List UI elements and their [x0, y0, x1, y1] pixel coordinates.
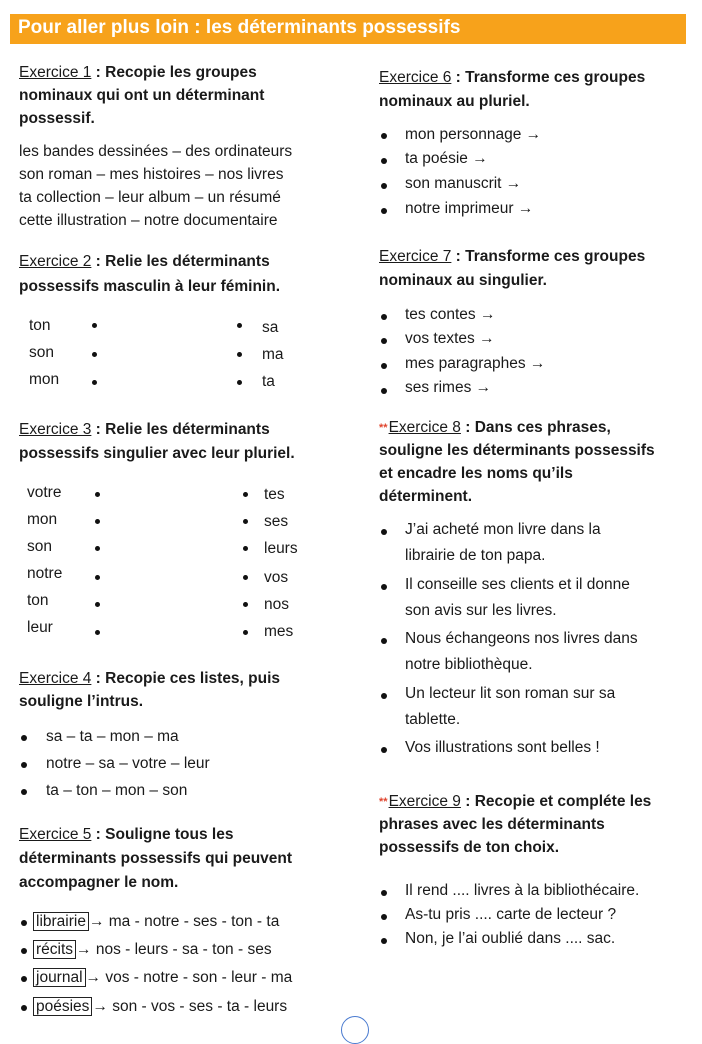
ex8-sentence-cont: librairie de ton papa.: [405, 547, 546, 564]
ex3-right-word: leurs: [264, 540, 298, 557]
ex5-options: → vos - notre - son - leur - ma: [85, 969, 293, 986]
bullet: [381, 314, 387, 320]
ex3-left-word: mon: [27, 511, 58, 528]
ex3-right-dot[interactable]: [243, 492, 248, 497]
bullet: [381, 208, 387, 214]
ex8-sentence: Il conseille ses clients et il donne: [405, 576, 630, 593]
ex8-instruction-line1: [379, 417, 611, 439]
ex5-options: → ma - notre - ses - ton - ta: [88, 913, 280, 930]
ex2-left-dot[interactable]: [92, 380, 97, 385]
ex5-noun-box: poésies: [33, 997, 92, 1016]
ex9-item: Il rend .... livres à la bibliothécaire.: [405, 882, 640, 899]
ex5-options: → nos - leurs - sa - ton - ses: [76, 941, 272, 958]
bullet: [21, 976, 27, 982]
bullet: [381, 938, 387, 944]
ex3-left-dot[interactable]: [95, 492, 100, 497]
ex6-item: son manuscrit →: [405, 175, 522, 192]
ex5-item: [33, 996, 287, 1018]
ex3-right-dot[interactable]: [243, 575, 248, 580]
ex8-instruction-line4: déterminent.: [379, 488, 473, 505]
ex2-right-word: ma: [262, 346, 284, 363]
ex2-left-dot[interactable]: [92, 323, 97, 328]
ex6-item: notre imprimeur →: [405, 200, 534, 217]
ex7-instruction-line2: nominaux au singulier.: [379, 272, 547, 289]
ex3-left-dot[interactable]: [95, 575, 100, 580]
bullet: [381, 529, 387, 535]
ex2-label: Exercice 2: [19, 253, 92, 270]
ex2-instruction-line1: [19, 251, 270, 273]
ex8-sentence: J’ai acheté mon livre dans la: [405, 521, 601, 538]
ex4-instruction-text: : Recopie ces listes, puis: [91, 670, 281, 687]
ex6-item: ta poésie →: [405, 150, 488, 167]
ex1-label: Exercice 1: [19, 64, 92, 81]
bullet: [21, 762, 27, 768]
banner-title: Pour aller plus loin : les déterminants possessifs: [18, 17, 461, 38]
ex5-item: [33, 967, 292, 989]
ex3-label: Exercice 3: [19, 421, 92, 438]
ex4-label: Exercice 4: [19, 670, 92, 687]
ex8-sentence: Nous échangeons nos livres dans: [405, 630, 638, 647]
ex4-item: sa – ta – mon – ma: [46, 728, 179, 745]
ex8-sentence-cont: son avis sur les livres.: [405, 602, 557, 619]
ex6-item: mon personnage →: [405, 126, 542, 143]
ex9-item: As-tu pris .... carte de lecteur ?: [405, 906, 617, 923]
ex3-left-word: votre: [27, 484, 62, 501]
ex2-left-word: son: [29, 344, 54, 361]
ex7-item: ses rimes →: [405, 379, 492, 396]
ex8-sentence-cont: notre bibliothèque.: [405, 656, 533, 673]
ex9-item: Non, je l’ai oublié dans .... sac.: [405, 930, 616, 947]
ex1-instruction-line2: nominaux qui ont un déterminant: [19, 87, 265, 104]
bullet: [381, 133, 387, 139]
difficulty-stars: **: [379, 796, 388, 808]
ex1-instruction-line1: [19, 62, 257, 84]
ex8-sentence-cont: tablette.: [405, 711, 461, 728]
ex6-label: Exercice 6: [379, 69, 452, 86]
banner: [10, 14, 686, 44]
page-scroll-indicator: [341, 1016, 369, 1044]
ex3-left-dot[interactable]: [95, 630, 100, 635]
ex3-instruction-line2: possessifs singulier avec leur pluriel.: [19, 445, 295, 462]
ex2-left-word: ton: [29, 317, 51, 334]
bullet: [21, 948, 27, 954]
ex2-left-word: mon: [29, 371, 60, 388]
bullet: [381, 747, 387, 753]
bullet: [381, 693, 387, 699]
ex2-right-dot[interactable]: [237, 352, 242, 357]
ex5-instruction-line2: déterminants possessifs qui peuvent: [19, 850, 293, 867]
ex3-left-dot[interactable]: [95, 546, 100, 551]
ex5-item: [33, 939, 272, 961]
bullet: [381, 338, 387, 344]
ex4-item: ta – ton – mon – son: [46, 782, 188, 799]
ex7-item: vos textes →: [405, 330, 495, 347]
ex5-noun-box: librairie: [33, 912, 89, 931]
bullet: [381, 363, 387, 369]
ex2-right-dot[interactable]: [237, 323, 242, 328]
ex2-right-word: ta: [262, 373, 275, 390]
ex6-instruction-line2: nominaux au pluriel.: [379, 93, 530, 110]
ex7-item: mes paragraphes →: [405, 355, 546, 372]
ex8-sentence: Un lecteur lit son roman sur sa: [405, 685, 616, 702]
ex3-left-word: son: [27, 538, 52, 555]
ex1-line: ta collection – leur album – un résumé: [19, 189, 281, 206]
ex1-line: son roman – mes histoires – nos livres: [19, 166, 284, 183]
ex3-right-word: vos: [264, 569, 289, 586]
ex2-right-word: sa: [262, 319, 279, 336]
ex2-instruction-text: : Relie les déterminants: [91, 253, 270, 270]
ex2-right-dot[interactable]: [237, 380, 242, 385]
ex6-instruction-text: : Transforme ces groupes: [451, 69, 646, 86]
bullet: [381, 890, 387, 896]
ex5-instruction-line1: [19, 824, 233, 846]
ex7-label: Exercice 7: [379, 248, 452, 265]
ex3-left-word: notre: [27, 565, 63, 582]
bullet: [381, 914, 387, 920]
ex5-noun-box: récits: [33, 940, 76, 959]
ex9-instruction-text: : Recopie et compléte les: [460, 793, 652, 810]
ex5-noun-box: journal: [33, 968, 86, 987]
bullet: [381, 183, 387, 189]
bullet: [381, 388, 387, 394]
ex3-instruction-text: : Relie les déterminants: [91, 421, 270, 438]
ex3-right-dot[interactable]: [243, 546, 248, 551]
ex9-instruction-line2: phrases avec les déterminants: [379, 816, 605, 833]
ex8-sentence: Vos illustrations sont belles !: [405, 739, 600, 756]
ex4-item: notre – sa – votre – leur: [46, 755, 210, 772]
ex5-label: Exercice 5: [19, 826, 92, 843]
ex8-instruction-line3: et encadre les noms qu’ils: [379, 465, 573, 482]
bullet: [21, 1005, 27, 1011]
ex8-instruction-text: : Dans ces phrases,: [460, 419, 611, 436]
ex8-instruction-line2: souligne les déterminants possessifs: [379, 442, 655, 459]
ex7-instruction-line1: [379, 246, 645, 268]
ex9-label: Exercice 9: [388, 793, 461, 810]
ex1-instruction-line3: possessif.: [19, 110, 95, 127]
ex4-instruction-line1: [19, 668, 280, 690]
ex3-left-dot[interactable]: [95, 602, 100, 607]
ex3-right-dot[interactable]: [243, 602, 248, 607]
ex7-item: tes contes →: [405, 306, 496, 323]
ex5-options: → son - vos - ses - ta - leurs: [92, 998, 288, 1015]
ex1-line: cette illustration – notre documentaire: [19, 212, 278, 229]
ex3-right-word: mes: [264, 623, 294, 640]
ex3-left-word: ton: [27, 592, 49, 609]
ex9-instruction-line1: [379, 791, 651, 813]
ex5-instruction-text: : Souligne tous les: [91, 826, 234, 843]
ex3-left-dot[interactable]: [95, 519, 100, 524]
ex2-instruction-line2: possessifs masculin à leur féminin.: [19, 278, 281, 295]
ex3-right-word: tes: [264, 486, 285, 503]
ex3-right-dot[interactable]: [243, 519, 248, 524]
ex3-right-word: nos: [264, 596, 289, 613]
bullet: [21, 735, 27, 741]
ex9-instruction-line3: possessifs de ton choix.: [379, 839, 560, 856]
ex1-line: les bandes dessinées – des ordinateurs: [19, 143, 293, 160]
ex5-item: [33, 911, 279, 933]
ex7-instruction-text: : Transforme ces groupes: [451, 248, 646, 265]
ex3-instruction-line1: [19, 419, 270, 441]
ex6-instruction-line1: [379, 67, 645, 89]
ex3-left-word: leur: [27, 619, 53, 636]
ex3-right-dot[interactable]: [243, 630, 248, 635]
ex8-label: Exercice 8: [388, 419, 461, 436]
ex4-instruction-line2: souligne l’intrus.: [19, 693, 144, 710]
bullet: [381, 158, 387, 164]
bullet: [381, 638, 387, 644]
ex5-instruction-line3: accompagner le nom.: [19, 874, 179, 891]
bullet: [21, 789, 27, 795]
ex1-instruction-text: : Recopie les groupes: [91, 64, 257, 81]
difficulty-stars: **: [379, 422, 388, 434]
bullet: [381, 584, 387, 590]
bullet: [21, 920, 27, 926]
ex2-left-dot[interactable]: [92, 352, 97, 357]
ex3-right-word: ses: [264, 513, 289, 530]
